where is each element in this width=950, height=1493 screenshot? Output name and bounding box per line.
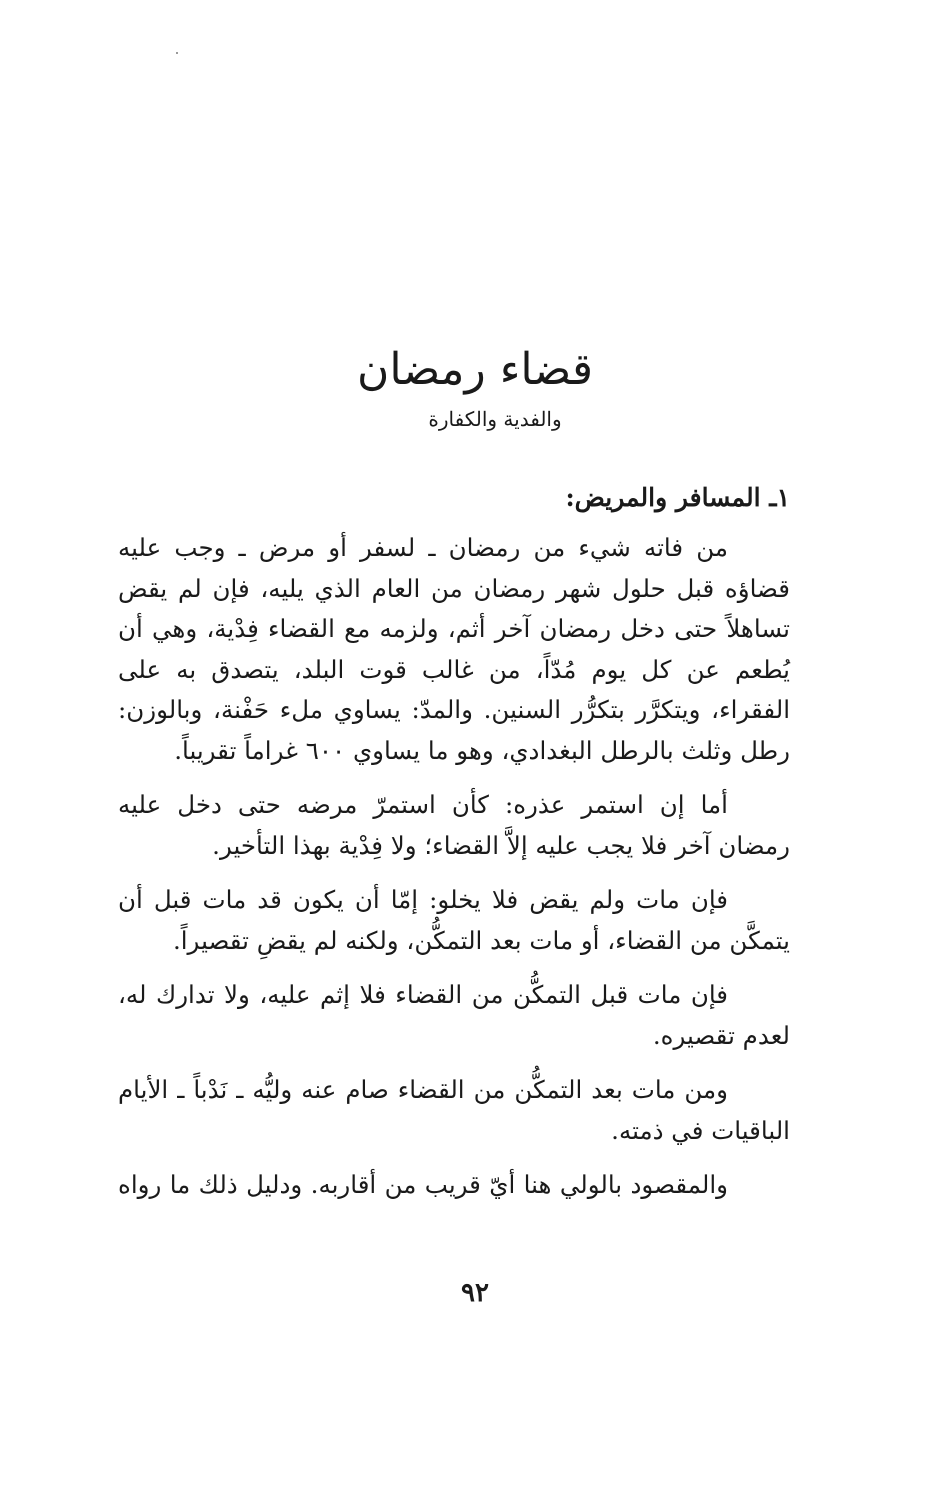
chapter-subtitle: والفدية والكفارة bbox=[428, 407, 562, 431]
scan-speck bbox=[176, 52, 178, 54]
paragraph-2: أما إن استمر عذره: كأن استمرّ مرضه حتى دخل عليه رمضان آخر فلا يجب عليه إلاَّ القضاء؛ ولا فِدْية بهذا التأخير. bbox=[118, 790, 790, 860]
paragraph-1: من فاته شيء من رمضان ـ لسفر أو مرض ـ وجب عليه قضاؤه قبل حلول شهر رمضان من العام الذي يليه، فإن لم يقض تساهلاً حتى دخل رمضان آخر أثم، ولزمه مع القضاء فِدْية، وهي أن يُطعم عن كل يوم مُدّاً، من غالب قوت البلد، يتصدق به على الفقراء، ويتكرَّر بتكرُّر السنين. والمدّ: يساوي ملء حَفْنة، وبالوزن: رطل وثلث بالرطل البغدادي، وهو ما يساوي ٦٠٠ غراماً تقريباً. bbox=[118, 533, 790, 765]
page-body bbox=[118, 478, 790, 1220]
paragraph-5: ومن مات بعد التمكُّن من القضاء صام عنه وليُّه ـ نَدْباً ـ الأيام الباقيات في ذمته. bbox=[118, 1075, 790, 1145]
paragraph-6: والمقصود بالولي هنا أيّ قريب من أقاربه. ودليل ذلك ما رواه bbox=[118, 1170, 728, 1199]
paragraph-3: فإن مات ولم يقض فلا يخلو: إمّا أن يكون قد مات قبل أن يتمكَّن من القضاء، أو مات بعد التمكُّن، ولكنه لم يقضِ تقصيراً. bbox=[118, 885, 790, 955]
section-heading: ١ـ المسافر والمريض: bbox=[565, 483, 790, 512]
page-number: ٩٢ bbox=[461, 1278, 489, 1308]
chapter-title: قضاء رمضان bbox=[357, 344, 593, 395]
chapter-title-block bbox=[200, 338, 750, 436]
paragraph-4: فإن مات قبل التمكُّن من القضاء فلا إثم عليه، ولا تدارك له، لعدم تقصيره. bbox=[118, 980, 790, 1050]
